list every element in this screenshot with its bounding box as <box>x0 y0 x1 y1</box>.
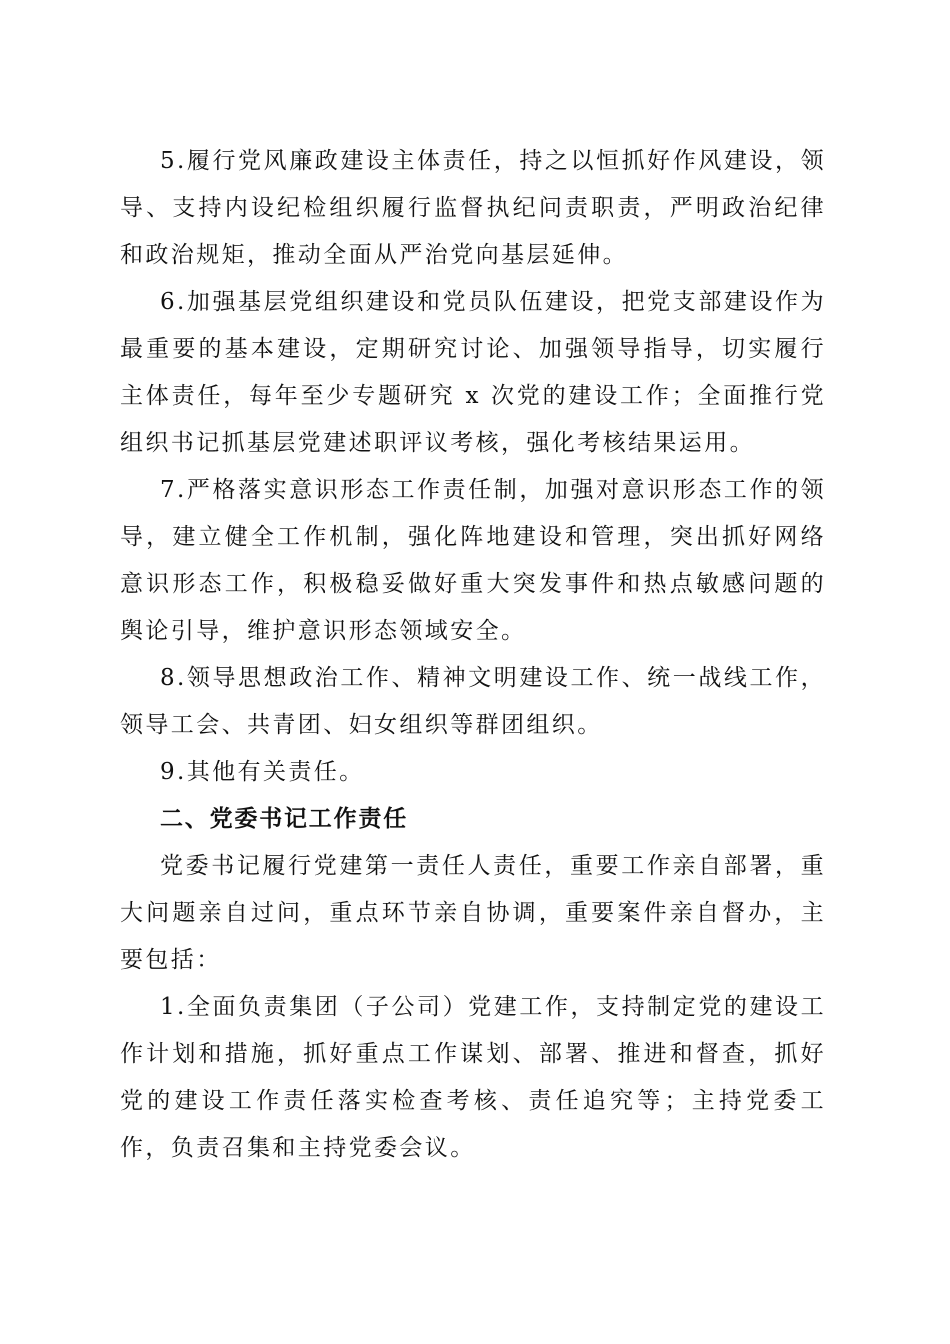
paragraph-item-5: 5.履行党风廉政建设主体责任，持之以恒抓好作风建设，领导、支持内设纪检组织履行监督执纪问责职责，严明政治纪律和政治规矩，推动全面从严治党向基层延伸。 <box>120 148 826 268</box>
section-item-1: 1.全面负责集团（子公司）党建工作，支持制定党的建设工作计划和措施，抓好重点工作谋划、部署、推进和督查，抓好党的建设工作责任落实检查考核、责任追究等；主持党委工作，负责召集和主持党委会议。 <box>120 994 826 1161</box>
paragraph-item-6: 6.加强基层党组织建设和党员队伍建设，把党支部建设作为最重要的基本建设，定期研究讨论、加强领导指导，切实履行主体责任，每年至少专题研究 x 次党的建设工作；全面推行党组织书记抓基层党建述职评议考核，强化考核结果运用。 <box>120 289 826 456</box>
section-intro-paragraph: 党委书记履行党建第一责任人责任，重要工作亲自部署，重大问题亲自过问，重点环节亲自协调，重要案件亲自督办，主要包括： <box>120 853 826 973</box>
paragraph-item-8: 8.领导思想政治工作、精神文明建设工作、统一战线工作，领导工会、共青团、妇女组织等群团组织。 <box>120 665 826 738</box>
section-heading: 二、党委书记工作责任 <box>160 806 408 832</box>
paragraph-item-7: 7.严格落实意识形态工作责任制，加强对意识形态工作的领导，建立健全工作机制，强化阵地建设和管理，突出抓好网络意识形态工作，积极稳妥做好重大突发事件和热点敏感问题的舆论引导，维护意识形态领域安全。 <box>120 477 826 644</box>
paragraph-item-9: 9.其他有关责任。 <box>160 759 365 785</box>
document-body <box>120 138 826 1172</box>
